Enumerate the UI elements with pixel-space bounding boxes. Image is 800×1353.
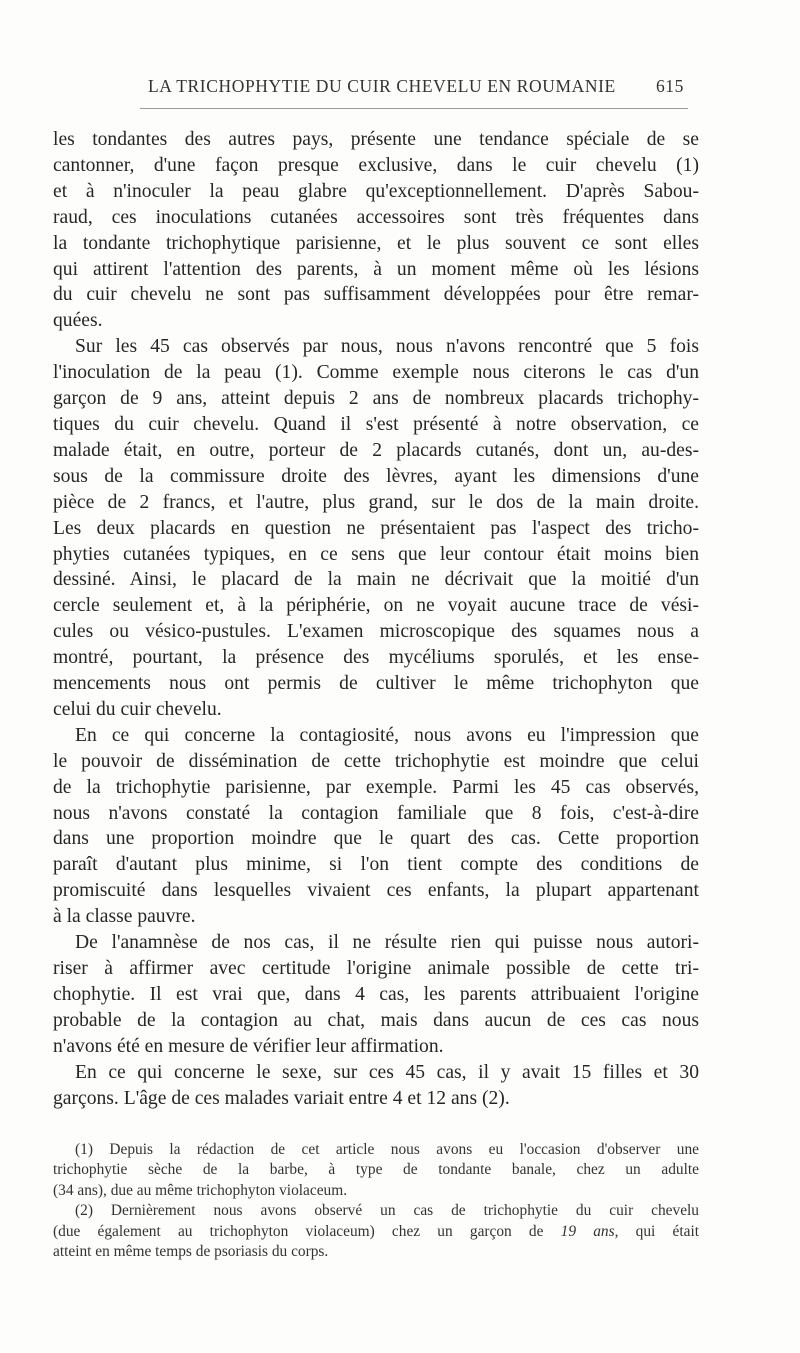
text-line: la tondante trichophytique parisienne, et le plus souvent ce sont elles bbox=[53, 232, 699, 254]
paragraph-4 bbox=[53, 930, 699, 1060]
text-line: n'avons été en mesure de vérifier leur affirmation. bbox=[53, 1035, 444, 1057]
text-line: à la classe pauvre. bbox=[53, 906, 196, 928]
page-number: 615 bbox=[655, 76, 684, 96]
text-line: raud, ces inoculations cutanées accessoires sont très fréquentes dans bbox=[53, 206, 699, 228]
header-rule bbox=[140, 108, 688, 109]
footnote-line: atteint en même temps de psoriasis du corps. bbox=[53, 1243, 329, 1261]
footnote-text: , qui était bbox=[614, 1222, 700, 1240]
text-line: probable de la contagion au chat, mais dans aucun de ces cas nous bbox=[53, 1009, 699, 1031]
text-line: sous de la commissure droite des lèvres, ayant les dimensions d'une bbox=[53, 465, 699, 487]
text-line: phyties cutanées typiques, en ce sens que leur contour était moins bien bbox=[53, 543, 699, 565]
text-line: celui du cuir chevelu. bbox=[53, 698, 222, 720]
text-line: qui attirent l'attention des parents, à un moment même où les lésions bbox=[53, 258, 699, 280]
page-header bbox=[140, 76, 684, 102]
text-line: le pouvoir de dissémination de cette trichophytie est moindre que celui bbox=[53, 750, 699, 772]
footnote-line bbox=[53, 1222, 699, 1242]
paragraph-5 bbox=[53, 1060, 699, 1112]
text-line: dessiné. Ainsi, le placard de la main ne décrivait que la moitié d'un bbox=[53, 569, 699, 591]
paragraph-3 bbox=[53, 723, 699, 930]
text-line: Sur les 45 cas observés par nous, nous n'avons rencontré que 5 fois bbox=[75, 336, 699, 358]
text-line: paraît d'autant plus minime, si l'on tient compte des conditions de bbox=[53, 854, 699, 876]
footnote-text: (due également au trichophyton violaceum) chez un garçon de bbox=[53, 1222, 561, 1240]
text-line: chophytie. Il est vrai que, dans 4 cas, les parents attribuaient l'origine bbox=[53, 983, 699, 1005]
text-line: dans une proportion moindre que le quart des cas. Cette proportion bbox=[53, 828, 699, 850]
text-line: cantonner, d'une façon presque exclusive, dans le cuir chevelu (1) bbox=[53, 154, 699, 176]
text-line: quées. bbox=[53, 310, 103, 332]
text-line: les tondantes des autres pays, présente une tendance spéciale de se bbox=[53, 129, 699, 150]
text-line: et à n'inoculer la peau glabre qu'exceptionnellement. D'après Sabou- bbox=[53, 180, 699, 202]
text-line: tiques du cuir chevelu. Quand il s'est présenté à notre observation, ce bbox=[53, 413, 699, 435]
text-line: riser à affirmer avec certitude l'origine animale possible de cette tri- bbox=[53, 958, 699, 979]
text-line: du cuir chevelu ne sont pas suffisamment développées pour être remar- bbox=[53, 284, 699, 306]
text-line: promiscuité dans lesquelles vivaient ces enfants, la plupart appartenant bbox=[53, 880, 699, 902]
text-line: pièce de 2 francs, et l'autre, plus grand, sur le dos de la main droite. bbox=[53, 491, 699, 513]
text-line: mencements nous ont permis de cultiver le même trichophyton que bbox=[53, 673, 699, 695]
footnote-line: (34 ans), due au même trichophyton violaceum. bbox=[53, 1181, 348, 1199]
text-line: cercle seulement et, à la périphérie, on ne voyait aucune trace de vési- bbox=[53, 595, 699, 617]
text-line: Les deux placards en question ne présentaient pas l'aspect des tricho- bbox=[53, 517, 699, 539]
text-line: De l'anamnèse de nos cas, il ne résulte rien qui puisse nous autori- bbox=[75, 932, 699, 954]
text-line: garçons. L'âge de ces malades variait entre 4 et 12 ans (2). bbox=[53, 1087, 510, 1109]
paragraph-1 bbox=[53, 127, 699, 334]
footnote-2 bbox=[53, 1201, 699, 1262]
running-title: LA TRICHOPHYTIE DU CUIR CHEVELU EN ROUMANIE bbox=[148, 76, 616, 96]
text-line: nous n'avons constaté la contagion familiale que 8 fois, c'est-à-dire bbox=[53, 802, 699, 824]
footnote-line: trichophytie sèche de la barbe, à type de tondante banale, chez un adulte bbox=[53, 1161, 699, 1179]
footnotes bbox=[53, 1140, 699, 1262]
body-text bbox=[53, 127, 699, 1111]
text-line: l'inoculation de la peau (1). Comme exemple nous citerons le cas d'un bbox=[53, 362, 699, 384]
paragraph-2 bbox=[53, 334, 699, 723]
text-line: montré, pourtant, la présence des mycéliums sporulés, et les ense- bbox=[53, 647, 699, 669]
text-line: cules ou vésico-pustules. L'examen microscopique des squames nous a bbox=[53, 621, 699, 643]
footnote-1 bbox=[53, 1140, 699, 1201]
footnote-line: (1) Depuis la rédaction de cet article nous avons eu l'occasion d'observer une bbox=[75, 1141, 699, 1158]
text-line: malade était, en outre, porteur de 2 placards cutanés, dont un, au-des- bbox=[53, 439, 699, 461]
footnote-line: (2) Dernièrement nous avons observé un cas de trichophytie du cuir chevelu bbox=[75, 1202, 699, 1220]
text-line: de la trichophytie parisienne, par exemple. Parmi les 45 cas observés, bbox=[53, 776, 699, 798]
text-line: garçon de 9 ans, atteint depuis 2 ans de nombreux placards trichophy- bbox=[53, 388, 699, 410]
footnote-italic-age: 19 ans bbox=[560, 1222, 615, 1240]
text-line: En ce qui concerne le sexe, sur ces 45 cas, il y avait 15 filles et 30 bbox=[75, 1061, 699, 1083]
text-line: En ce qui concerne la contagiosité, nous avons eu l'impression que bbox=[75, 724, 699, 746]
